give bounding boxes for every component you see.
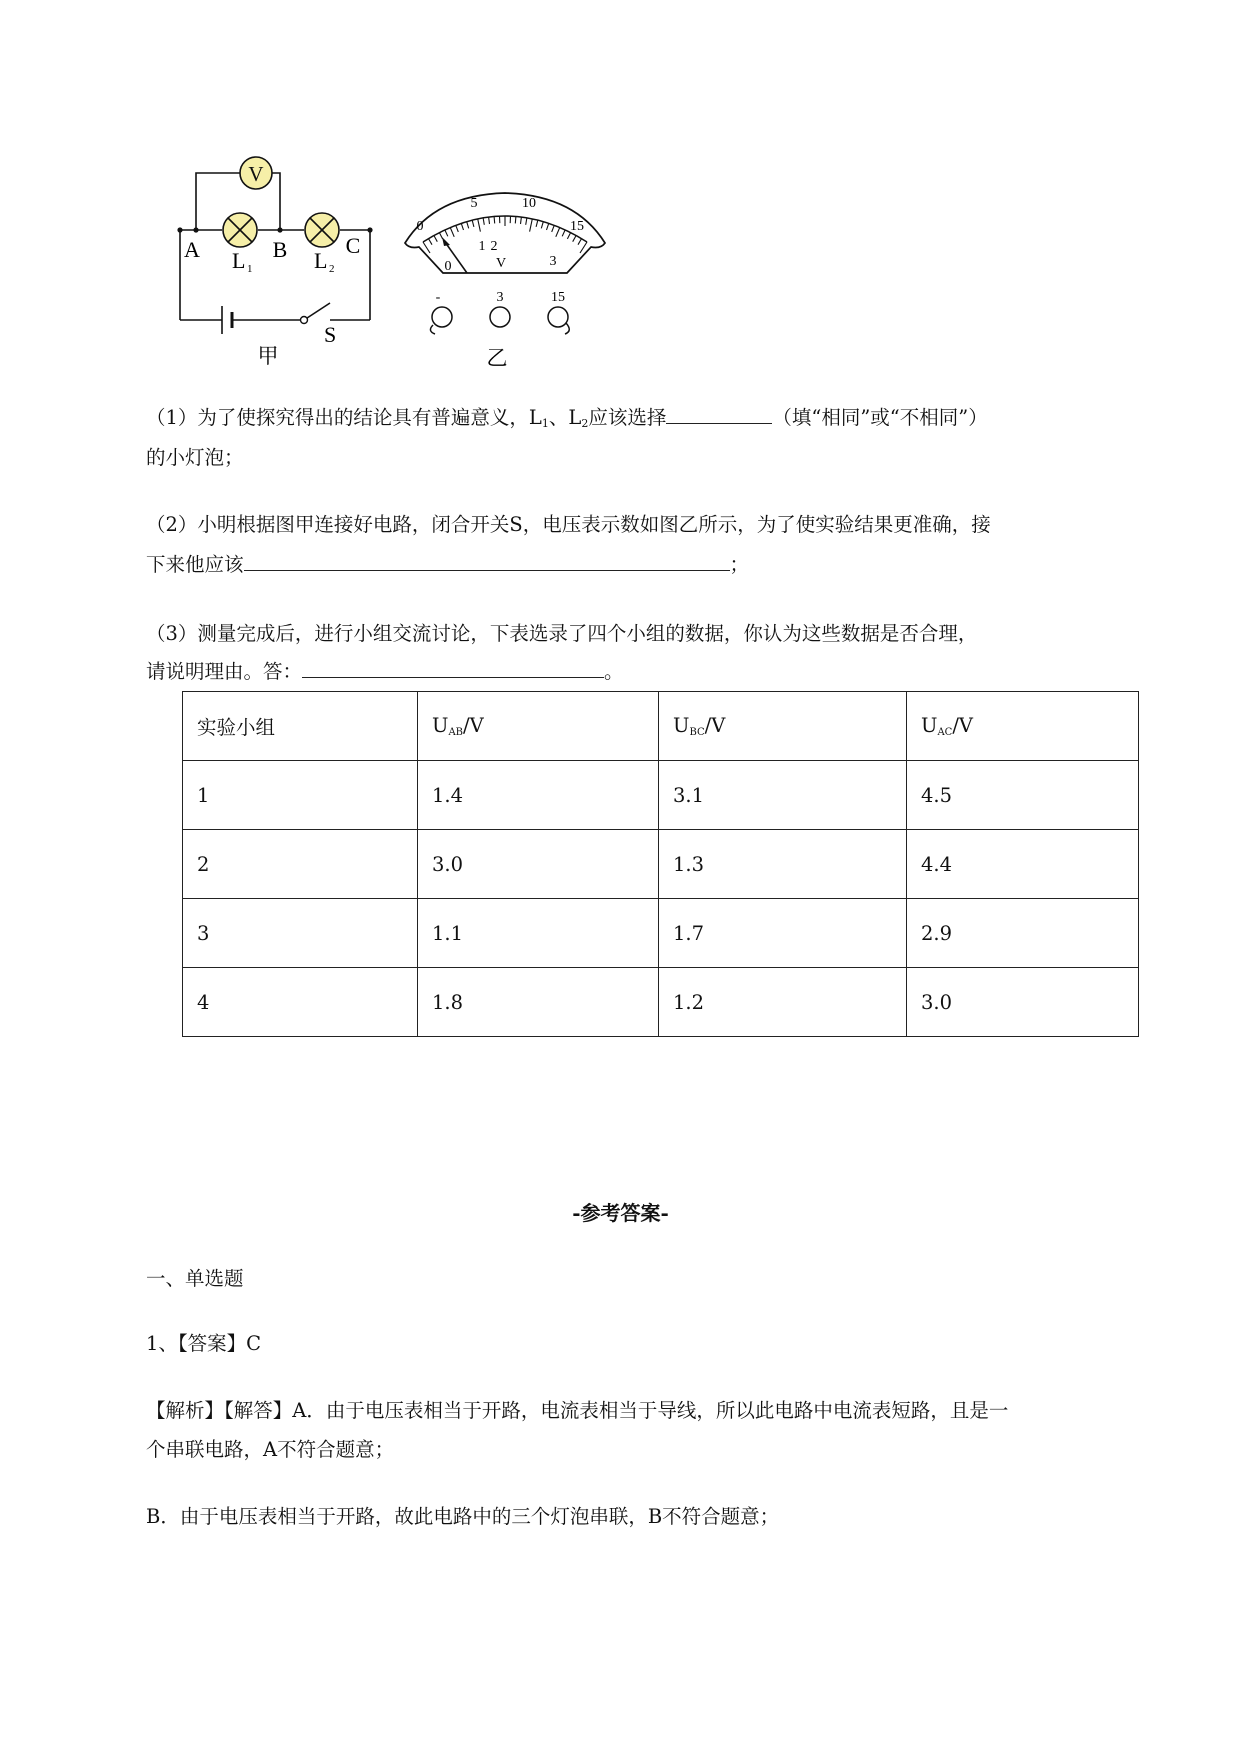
- q2-suffix: ；: [729, 553, 750, 576]
- junction-b: [277, 227, 282, 232]
- bottom-scale-3: 3: [549, 254, 557, 269]
- q1-l1-sub: 1: [541, 417, 549, 430]
- cell-uab: 3.0: [418, 830, 659, 899]
- cell-ubc: 1.3: [659, 830, 907, 899]
- q2-answer-blank[interactable]: [244, 548, 730, 571]
- answers-section-heading: 一、单选题: [146, 1267, 244, 1290]
- label-l2-sub: 2: [329, 263, 335, 275]
- header-ubc: UBC/V: [659, 692, 907, 761]
- q3-answer-blank[interactable]: [302, 655, 604, 678]
- cell-group: 4: [183, 968, 418, 1037]
- q1-mid: 应该选择: [588, 406, 667, 429]
- cell-ubc: 1.2: [659, 968, 907, 1037]
- terminal-15-wire: [565, 323, 569, 334]
- bottom-scale-0: 0: [444, 259, 452, 274]
- q3-prefix: 请说明理由。答：: [146, 660, 303, 683]
- lamp-l2-icon: [305, 213, 339, 247]
- top-scale-10: 10: [522, 196, 536, 211]
- bottom-scale-1: 1: [478, 239, 486, 254]
- cell-uab: 1.4: [418, 761, 659, 830]
- top-scale-5: 5: [470, 196, 478, 211]
- header-group: 实验小组: [183, 692, 418, 761]
- label-a: A: [184, 237, 200, 262]
- label-l2: L: [314, 248, 328, 273]
- cell-ubc: 1.7: [659, 899, 907, 968]
- cell-uab: 1.1: [418, 899, 659, 968]
- label-l1-sub: 1: [247, 263, 253, 275]
- caption-yi: 乙: [486, 346, 508, 370]
- top-scale-0: 0: [416, 219, 424, 234]
- data-table: [182, 691, 1139, 1037]
- table-row: [183, 830, 1139, 899]
- table-row: [183, 761, 1139, 830]
- terminal-15-label: 15: [551, 290, 565, 305]
- label-l1: L: [232, 248, 246, 273]
- terminal-minus: [432, 307, 452, 327]
- label-b: B: [272, 237, 288, 262]
- junction-a2: [193, 227, 198, 232]
- analysis-line-2: 个串联电路，A不符合题意；: [146, 1438, 395, 1461]
- analysis-line-3: B．由于电压表相当于开路，故此电路中的三个灯泡串联，B不符合题意；: [146, 1505, 780, 1528]
- junction-a: [177, 227, 182, 232]
- cell-group: 1: [183, 761, 418, 830]
- dial-tick: [515, 217, 516, 224]
- voltmeter-dial: [395, 185, 615, 370]
- question-1-line-2: 的小灯泡；: [146, 446, 244, 469]
- cell-uac: 4.4: [907, 830, 1139, 899]
- q3-suffix: 。: [604, 660, 624, 683]
- cell-uac: 2.9: [907, 899, 1139, 968]
- table-row: [183, 899, 1139, 968]
- terminal-3-label: 3: [496, 290, 504, 305]
- q1-sep: 、: [548, 406, 569, 429]
- table-row: [183, 968, 1139, 1037]
- top-scale-15: 15: [570, 219, 584, 234]
- question-3-line-1: （3）测量完成后，进行小组交流讨论，下表选录了四个小组的数据，你认为这些数据是否合理，: [146, 622, 978, 645]
- lamp-l1-icon: [223, 213, 257, 247]
- voltmeter-symbol: V: [248, 162, 264, 186]
- caption-jia: 甲: [257, 344, 279, 368]
- q1-l2: L: [568, 406, 582, 429]
- label-c: C: [345, 233, 361, 258]
- header-uac: UAC/V: [907, 692, 1139, 761]
- q1-suffix: （填“相同”或“不相同”）: [772, 406, 988, 429]
- header-uab: UAB/V: [418, 692, 659, 761]
- voltmeter-icon: [240, 157, 272, 189]
- q1-prefix: （1）为了使探究得出的结论具有普遍意义，: [146, 406, 529, 429]
- cell-group: 2: [183, 830, 418, 899]
- question-3-line-2: [146, 651, 624, 693]
- terminal-minus-label: -: [435, 290, 441, 305]
- junction-c: [367, 227, 372, 232]
- unit-label: V: [495, 256, 507, 271]
- table-header-row: [183, 692, 1139, 761]
- terminal-3: [490, 307, 510, 327]
- question-2-line-1: （2）小明根据图甲连接好电路，闭合开关S，电压表示数如图乙所示，为了使实验结果更准确，接: [146, 513, 991, 536]
- terminal-15: [548, 307, 568, 327]
- answers-title: -参考答案-: [572, 1201, 669, 1225]
- cell-uab: 1.8: [418, 968, 659, 1037]
- label-s: S: [324, 322, 337, 347]
- q1-answer-blank[interactable]: [666, 401, 772, 424]
- cell-ubc: 3.1: [659, 761, 907, 830]
- terminal-minus-wire: [430, 325, 435, 334]
- dial-tick: [494, 217, 495, 224]
- question-1-line-1: [146, 397, 988, 445]
- answer-item-1: 1、【答案】C: [146, 1332, 262, 1355]
- cell-uac: 3.0: [907, 968, 1139, 1037]
- cell-group: 3: [183, 899, 418, 968]
- analysis-line-1: 【解析】【解答】A．由于电压表相当于开路，电流表相当于导线，所以此电路中电流表短路，且是一: [146, 1399, 1009, 1422]
- q1-l1: L: [528, 406, 542, 429]
- circuit-diagram: [170, 150, 390, 370]
- bottom-scale-2: 2: [490, 239, 498, 254]
- question-2-line-2: [146, 544, 749, 586]
- q1-l2-sub: 2: [581, 417, 589, 430]
- q2-prefix: 下来他应该: [146, 553, 244, 576]
- cell-uac: 4.5: [907, 761, 1139, 830]
- switch-pivot: [301, 317, 308, 324]
